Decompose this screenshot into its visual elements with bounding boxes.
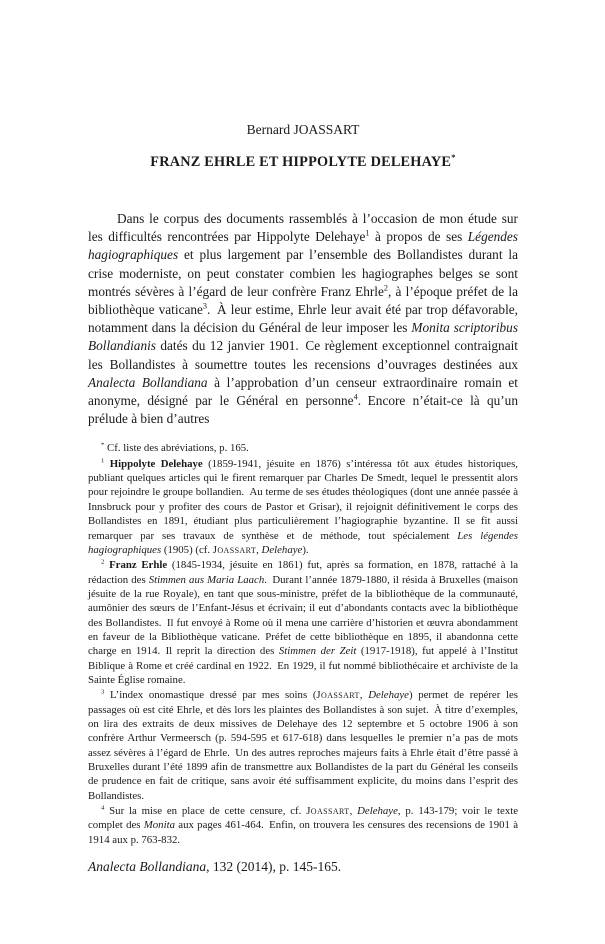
superscript-ref: 1 — [365, 228, 370, 238]
superscript-ref: 3 — [202, 301, 208, 311]
text-segment: Monita scriptoribus Bollandianis — [88, 320, 519, 354]
text-segment: datés du 12 janvier 1901. Ce règlement exceptionnel contraignait les Bollandistes à soumettre toutes les recensions d’ouvrages destinées aux — [88, 338, 518, 372]
text-segment: . Encore n’était-ce là qu’un prélude à bien d’autres — [88, 393, 518, 427]
text-segment: (1845-1934, jésuite en 1861) fut, après sa formation, en 1878, rattaché à la rédaction des — [88, 559, 519, 586]
text-segment: L’index onomastique dressé par mes soins ( — [104, 689, 317, 702]
superscript-ref: 4 — [101, 804, 105, 812]
text-segment: (1917-1918), fut appelé à l’Institut Biblique à Rome et créé cardinal en 1922. En 1929, il fut nommé bibliothécaire et archiviste de la Sainte Église romaine. — [88, 645, 518, 686]
text-segment: Dans le corpus des documents rassemblés à l’occasion de mon étude sur les difficultés rencontrées par Hippolyte Delehaye — [88, 211, 518, 245]
text-segment: ). — [302, 543, 309, 556]
footnote-1 — [88, 457, 518, 557]
text-segment: Analecta Bollandiana — [88, 374, 208, 390]
text-segment: Les légendes hagiographiques — [88, 529, 518, 556]
text-segment: Hippolyte Delehaye — [109, 457, 203, 470]
text-segment: Monita — [143, 819, 175, 832]
text-segment: , p. 143-179; voir le texte complet des — [88, 805, 519, 832]
text-segment: Légendes hagiographiques — [88, 229, 518, 263]
text-segment: , — [349, 805, 358, 818]
text-segment: . À leur estime, Ehrle leur avait été par trop défavorable, notamment dans la décision du Général de leur imposer les — [88, 302, 518, 336]
text-segment: , — [359, 689, 369, 702]
text-segment: , — [256, 543, 262, 556]
text-segment: Cf. liste des abréviations, p. 165. — [104, 442, 249, 455]
text-segment: Sur la mise en place de cette censure, cf. — [104, 805, 307, 818]
footnote-star — [88, 441, 518, 455]
text-segment: Joassart — [212, 543, 257, 556]
text-segment: Delehaye — [368, 689, 409, 702]
text-segment: . Durant l’année 1879-1880, il résida à Bruxelles (maison jésuite de la rue Royale), en tant que sous-ministre, préfet de la bibliothèque de la communauté, aumônier des sœurs de l’Enfant-Jésus et écrivain; il eut d’abondants contacts avec la bibliothèque des Bollandistes. Il fut envoyé à Rome où il mena une carrière d’historien et œuvra abondamment en faveur de la Bibliothèque vaticane. Préfet de cette bibliothèque en 1895, il abandonna cette charge en 1914. Il reprit la direction des — [88, 573, 518, 658]
footnotes-section — [88, 441, 518, 847]
author-line: Bernard JOASSART — [246, 122, 360, 137]
text-segment: et plus largement par l’ensemble des Bollandistes durant la crise moderniste, on peut constater combien les hagiographes belges se sont montrés sévères à l’égard de leur confrère Franz Ehrle — [88, 247, 518, 299]
text-segment: Joassart — [316, 689, 360, 702]
superscript-ref: 3 — [101, 688, 105, 696]
superscript-ref: 2 — [101, 558, 105, 566]
superscript-ref: * — [451, 152, 456, 163]
text-segment: Stimmen aus Maria Laach — [148, 573, 265, 586]
text-segment: , à l’époque préfet de la bibliothèque vaticane — [88, 283, 518, 318]
journal-citation-footer — [88, 858, 518, 875]
footnote-3 — [88, 688, 518, 803]
text-segment: Stimmen der Zeit — [278, 645, 357, 658]
superscript-ref: * — [101, 441, 105, 449]
text-segment: (1859-1941, jésuite en 1876) s’intéressa tôt aux études historiques, publiant quelques articles qui le firent remarquer par Charles De Smedt, lequel le pressentit alors pour rejoindre le groupe bollandien. Au terme de ses études théologiques (dont une année passée à Innsbruck pour y profiter des cours de Pastor et Grisar), il rejoignit définitivement le corps des Bollandistes en 1891, étudiant plus particulièrement l’hagiographie byzantine. Il se fit aussi remarquer par ses travaux de synthèse et de méthode, tout spécialement — [88, 457, 518, 542]
superscript-ref: 4 — [353, 392, 358, 402]
text-segment: , 132 (2014), p. 145-165. — [206, 859, 342, 875]
text-segment: Joassart — [306, 805, 350, 818]
text-segment: aux pages 461-464. Enfin, on trouvera les censures des recensions de 1901 à 1914 aux p. 763-832. — [88, 819, 518, 846]
article-title — [88, 154, 518, 171]
text-segment: Delehaye — [261, 543, 303, 556]
footnote-4 — [88, 804, 518, 847]
text-segment: Delehaye — [357, 805, 398, 818]
body-paragraph — [88, 210, 518, 428]
text-segment: à l’approbation d’un censeur extraordinaire romain et anonyme, désigné par le Général en personne — [88, 374, 518, 409]
text-segment: à propos de ses — [369, 229, 468, 245]
text-segment: (1905) (cf. — [161, 543, 213, 556]
text-segment: Analecta Bollandiana — [88, 859, 207, 875]
footnote-2 — [88, 558, 518, 687]
text-segment: ) permet de repérer les passages où est cité Ehrle, et dès lors les plaintes des Bollandistes à son sujet. À titre d’exemples, on lira des extraits de deux missives de Delehaye des 12 septembre et 5 octobre 1906 à son confrère Arthur Vermeersch (p. 594-595 et 617-618) dans lesquelles le premier n’a pas de mots assez sévères à l’égard de Ehrle. Un des autres reproches majeurs faits à Ehrle était d’être passé à Bruxelles durant l’été 1899 afin de transmettre aux Bollandistes de la part du Général les conseils de prudence en fait de critique, sans avoir été suffisamment explicite, du moins dans l’esprit des Bollandistes. — [88, 689, 518, 802]
superscript-ref: 2 — [383, 283, 388, 293]
text-segment: Franz Erhle — [109, 559, 168, 572]
superscript-ref: 1 — [101, 457, 105, 465]
text-segment: FRANZ EHRLE ET HIPPOLYTE DELEHAYE — [150, 154, 452, 170]
